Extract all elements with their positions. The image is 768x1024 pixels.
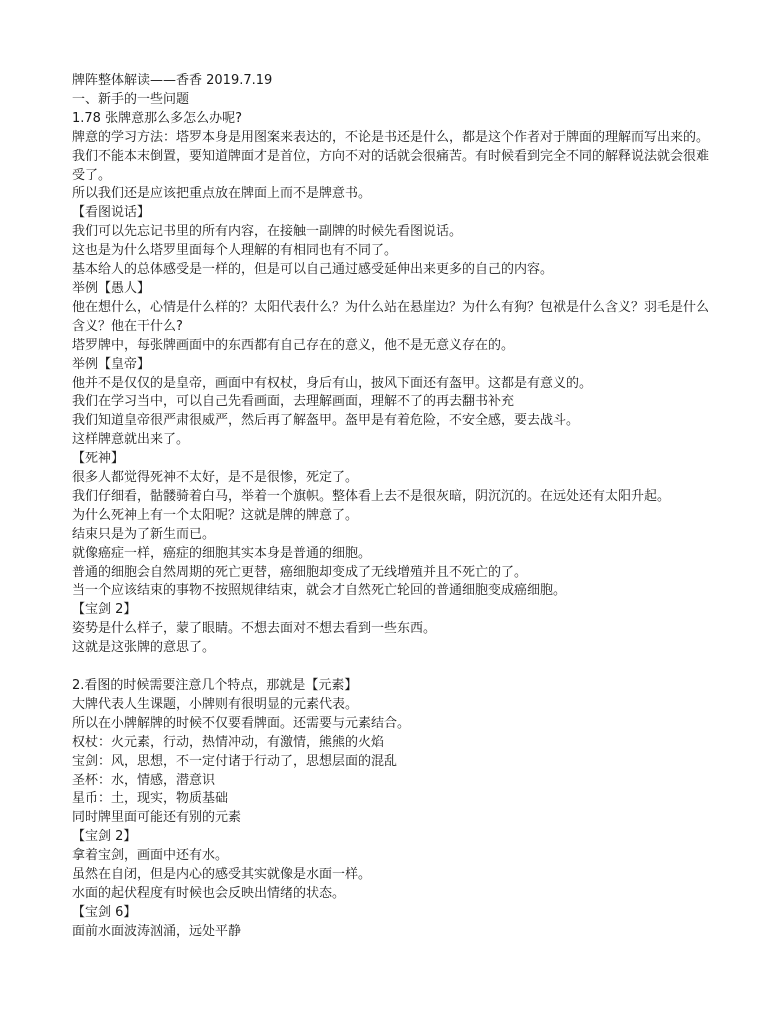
text-line: 【宝剑 6】 <box>72 904 137 920</box>
text-line: 大牌代表人生课题，小牌则有很明显的元素代表。 <box>72 696 359 712</box>
text-line: 所以在小牌解牌的时候不仅要看牌面。还需要与元素结合。 <box>72 715 411 731</box>
text-line: 【宝剑 2】 <box>72 602 137 618</box>
text-line: 他并不是仅仅的是皇帝，画面中有权杖，身后有山，披风下面还有盔甲。这都是有意义的。 <box>72 375 593 391</box>
text-line: 就像癌症一样，癌症的细胞其实本身是普通的细胞。 <box>72 545 372 561</box>
text-line: 面前水面波涛汹涌，远处平静 <box>72 923 242 939</box>
text-line: 圣杯：水，情感，潜意识 <box>72 772 216 788</box>
text-line: 拿着宝剑，画面中还有水。 <box>72 848 229 864</box>
text-line: 权杖：火元素，行动，热情冲动，有激情，熊熊的火焰 <box>72 734 385 750</box>
text-line: 当一个应该结束的事物不按照规律结束，就会才自然死亡轮回的普通细胞变成癌细胞。 <box>72 583 567 599</box>
text-line: 这样牌意就出来了。 <box>72 432 190 448</box>
text-line: 很多人都觉得死神不太好，是不是很惨，死定了。 <box>72 470 359 486</box>
text-line: 举例【愚人】 <box>72 280 151 296</box>
blank-line <box>72 658 712 677</box>
text-line: 举例【皇帝】 <box>72 356 151 372</box>
text-line: 我们在学习当中，可以自己先看画面，去理解画面，理解不了的再去翻书补充 <box>72 394 515 410</box>
text-line: 牌阵整体解读——香香 2019.7.19 <box>72 73 273 88</box>
text-line: 为什么死神上有一个太阳呢？这就是牌的牌意了。 <box>72 507 359 523</box>
text-line: 姿势是什么样子，蒙了眼睛。不想去面对不想去看到一些东西。 <box>72 621 437 637</box>
document-body <box>72 72 712 942</box>
text-line: 1.78 张牌意那么多怎么办呢? <box>72 110 242 126</box>
text-line: 这也是为什么塔罗里面每个人理解的有相同也有不同了。 <box>72 243 398 259</box>
text-line: 他在想什么，心情是什么样的？太阳代表什么？为什么站在悬崖边？为什么有狗？包袱是什么含义？羽毛是什么含义？他在干什么? <box>72 299 710 334</box>
text-line: 这就是这张牌的意思了。 <box>72 640 216 656</box>
text-line: 我们不能本末倒置，要知道牌面才是首位，方向不对的话就会很痛苦。有时候看到完全不同的解释说法就会很难受了。 <box>72 148 710 183</box>
text-line: 普通的细胞会自然周期的死亡更替，癌细胞却变成了无线增殖并且不死亡的了。 <box>72 564 528 580</box>
text-line: 宝剑：风，思想，不一定付诸于行动了，思想层面的混乱 <box>72 753 398 769</box>
text-line: 一、新手的一些问题 <box>72 91 190 107</box>
text-line: 塔罗牌中，每张牌画面中的东西都有自己存在的意义，他不是无意义存在的。 <box>72 337 515 353</box>
text-line: 2.看图的时候需要注意几个特点，那就是【元素】 <box>72 677 358 693</box>
text-line: 【宝剑 2】 <box>72 829 137 845</box>
text-line: 所以我们还是应该把重点放在牌面上而不是牌意书。 <box>72 186 372 202</box>
text-line: 星币：土，现实，物质基础 <box>72 791 229 807</box>
text-line: 【看图说话】 <box>72 205 151 221</box>
text-line: 我们仔细看，骷髅骑着白马，举着一个旗帜。整体看上去不是很灰暗，阴沉沉的。在远处还有太阳升起。 <box>72 488 671 504</box>
text-line: 我们可以先忘记书里的所有内容，在接触一副牌的时候先看图说话。 <box>72 224 463 240</box>
text-line: 水面的起伏程度有时候也会反映出情绪的状态。 <box>72 885 346 901</box>
text-line: 结束只是为了新生而已。 <box>72 526 216 542</box>
text-line: 牌意的学习方法：塔罗本身是用图案来表达的，不论是书还是什么，都是这个作者对于牌面的理解而写出来的。 <box>72 129 710 145</box>
text-line: 虽然在自闭，但是内心的感受其实就像是水面一样。 <box>72 867 372 883</box>
text-line: 基本给人的总体感受是一样的，但是可以自己通过感受延伸出来更多的自己的内容。 <box>72 262 554 278</box>
text-line: 【死神】 <box>72 451 125 467</box>
text-line: 我们知道皇帝很严肃很威严，然后再了解盔甲。盔甲是有着危险，不安全感，要去战斗。 <box>72 413 580 429</box>
text-line: 同时牌里面可能还有别的元素 <box>72 810 242 826</box>
